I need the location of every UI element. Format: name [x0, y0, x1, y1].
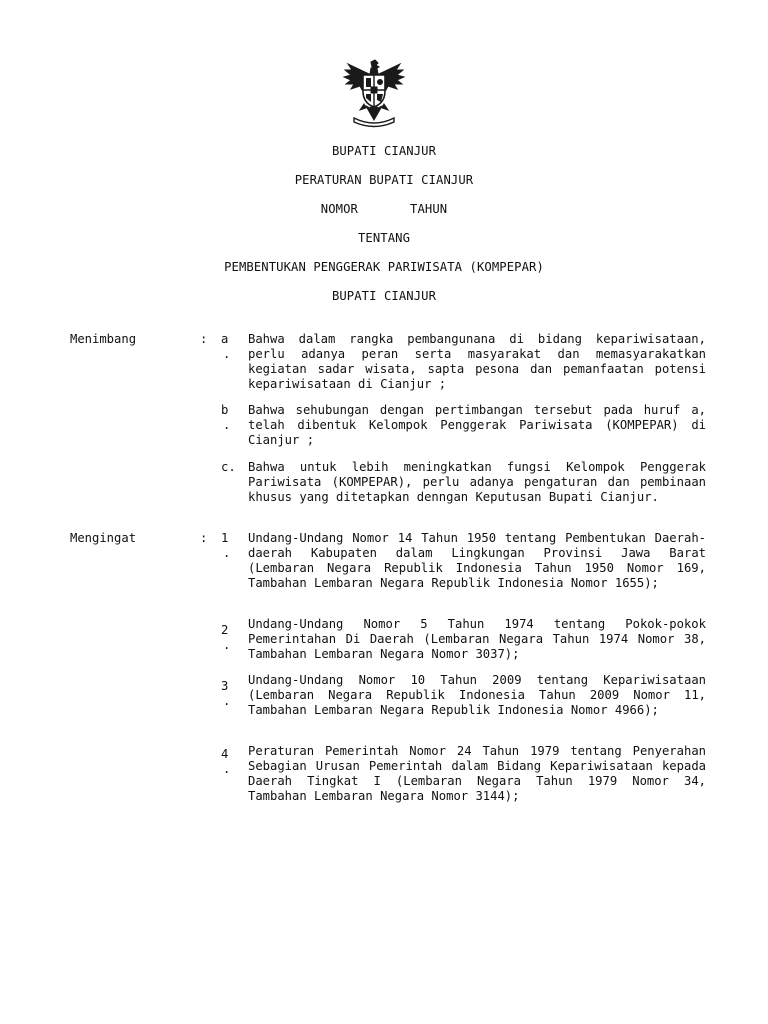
item-marker: 2 .	[221, 623, 231, 652]
item-marker: b .	[221, 403, 231, 432]
title-subject: PEMBENTUKAN PENGGERAK PARIWISATA (KOMPEPAR)	[224, 260, 544, 274]
item-text: Bahwa untuk lebih meningkatkan fungsi Kelompok Penggerak Pariwisata (KOMPEPAR), perlu adanya pengaturan dan pembinaan khusus yang ditetapkan denngan Keputusan Bupati Cianjur.	[248, 460, 706, 504]
title-regent: BUPATI CIANJUR	[331, 144, 437, 158]
item-marker: a .	[221, 332, 231, 361]
item-text: Undang-Undang Nomor 14 Tahun 1950 tentang Pembentukan Daerah-daerah Kabupaten dalam Lingkungan Provinsi Jawa Barat (Lembaran Negara Republik Indonesia Tahun 1950 Nomor 169, Tambahan Lembaran Negara Republik Indonesia Nomor 1655);	[248, 531, 706, 590]
title-about: TENTANG	[357, 231, 411, 245]
item-text: Bahwa dalam rangka pembangunana di bidang kepariwisataan, perlu adanya peran serta masyarakat dan memasyarakatkan kegiatan sadar wisata, sapta pesona dan pemanfaatan potensi kepariwisataan di Cianjur ;	[248, 332, 706, 391]
section-label: Mengingat	[70, 531, 137, 545]
section-label: Menimbang	[70, 332, 137, 346]
item-text: Undang-Undang Nomor 10 Tahun 2009 tentang Kepariwisataan (Lembaran Negara Republik Indonesia Tahun 2009 Nomor 11, Tambahan Lembaran Negara Republik Indonesia Nomor 4966);	[248, 673, 706, 717]
title-regulation: PERATURAN BUPATI CIANJUR	[294, 173, 474, 187]
item-marker: c.	[221, 460, 236, 474]
garuda-emblem-icon	[342, 58, 406, 128]
item-text: Undang-Undang Nomor 5 Tahun 1974 tentang Pokok-pokok Pemerintahan Di Daerah (Lembaran Negara Tahun 1974 Nomor 38, Tambahan Lembaran Negara Nomor 3037);	[248, 617, 706, 661]
title-number-year: NOMOR TAHUN	[320, 202, 448, 216]
item-marker: 1 .	[221, 531, 231, 560]
section-colon: :	[200, 531, 208, 545]
section-colon: :	[200, 332, 208, 346]
item-text: Bahwa sehubungan dengan pertimbangan tersebut pada huruf a, telah dibentuk Kelompok Penggerak Pariwisata (KOMPEPAR) di Cianjur ;	[248, 403, 706, 447]
title-regent-repeat: BUPATI CIANJUR	[331, 289, 437, 303]
item-marker: 4 .	[221, 747, 231, 776]
item-marker: 3 .	[221, 679, 231, 708]
item-text: Peraturan Pemerintah Nomor 24 Tahun 1979 tentang Penyerahan Sebagian Urusan Pemerintah dalam Bidang Kepariwisataan kepada Daerah Tingkat I (Lembaran Negara Tahun 1979 Nomor 34, Tambahan Lembaran Negara Nomor 3144);	[248, 744, 706, 803]
